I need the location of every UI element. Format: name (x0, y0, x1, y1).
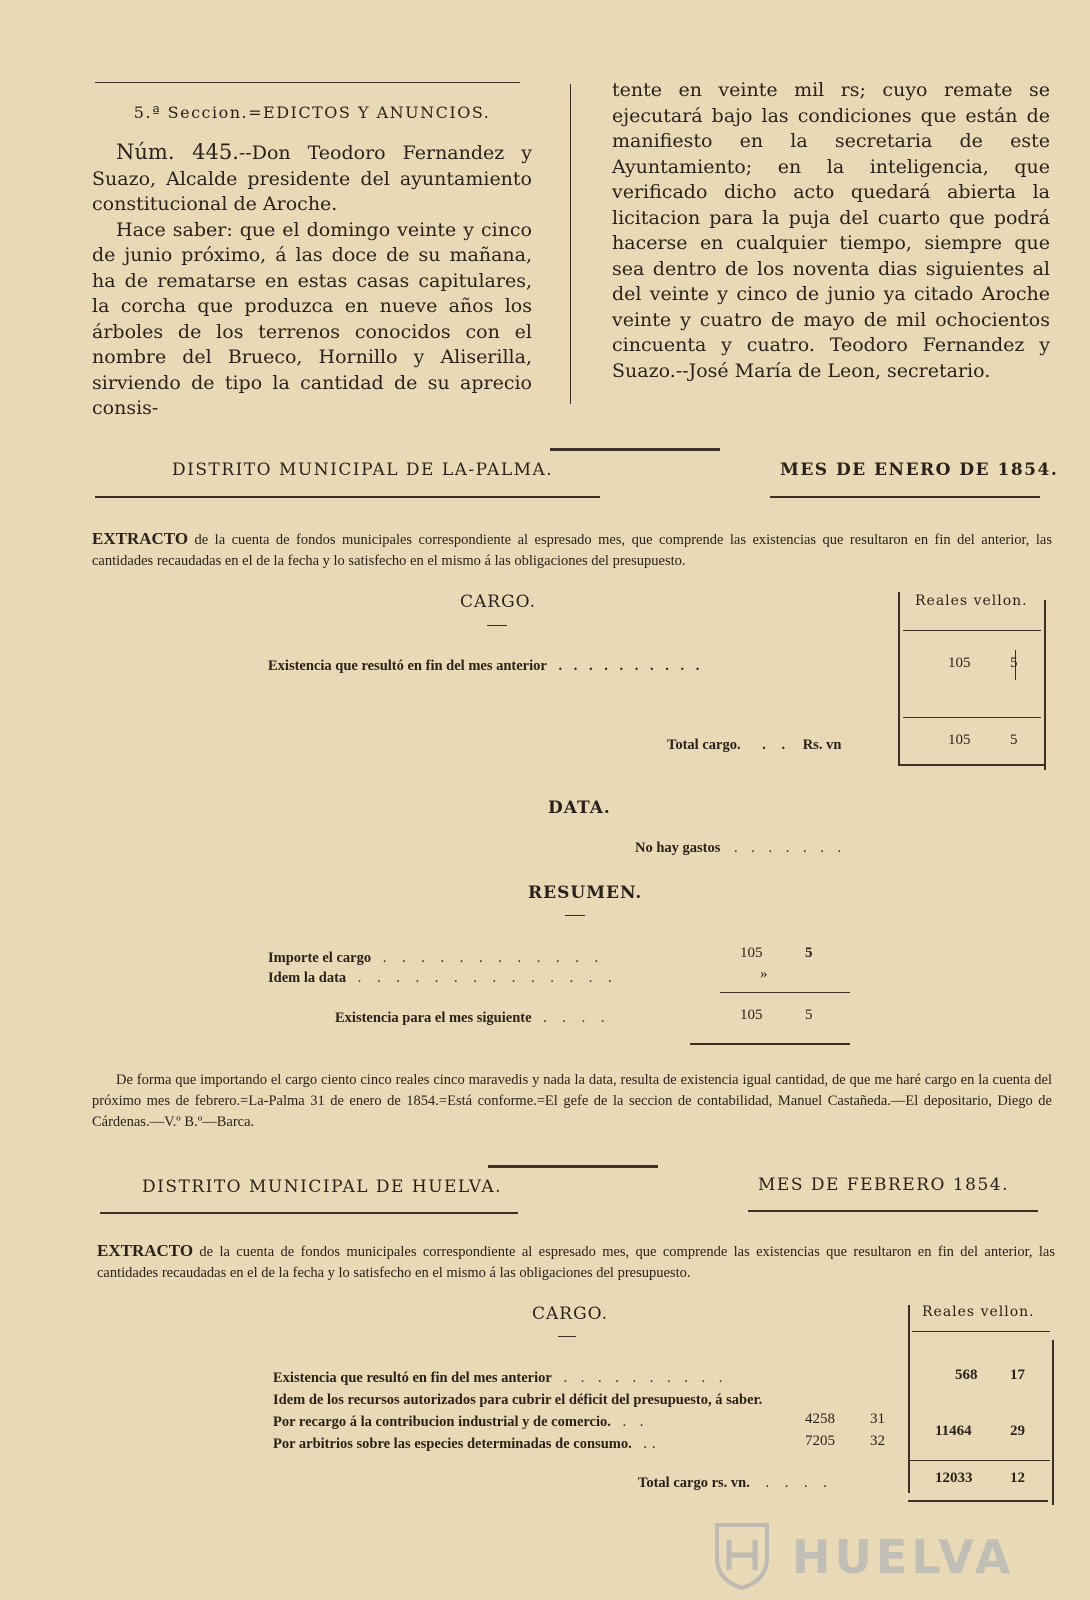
district1-cargo-title: CARGO. (460, 592, 537, 612)
d1-total-unit: Rs. vn (802, 737, 842, 753)
d2-total-value: 12033 (935, 1470, 973, 1486)
d1-importe-row (268, 950, 604, 967)
d1-importe-value: 105 (740, 945, 763, 961)
d2-row3 (273, 1414, 648, 1431)
d1-total-dots: . . (762, 737, 792, 753)
d2-row2 (273, 1392, 762, 1409)
d1-data-title: DATA. (548, 798, 611, 818)
district2-title-rule-right (748, 1210, 1038, 1212)
district2-ornament-rule (488, 1165, 658, 1168)
d1-existencia-sig-cents: 5 (805, 1007, 813, 1023)
d2-sub-value: 11464 (935, 1423, 972, 1439)
d1-total-rule (898, 764, 1044, 766)
d1-existencia-sig-row (335, 1010, 611, 1027)
district1-cargo-underline (487, 625, 507, 626)
d1-total-cents: 5 (1010, 732, 1018, 748)
district1-title: DISTRITO MUNICIPAL DE LA-PALMA. (172, 460, 554, 480)
d2-row2-label: Idem de los recursos autorizados para cubrir el déficit del presupuesto, á saber. (273, 1392, 763, 1408)
d2-total-label: Total cargo rs. vn. (638, 1475, 750, 1491)
district1-title-rule-right (770, 496, 1040, 498)
district1-extract-text: de la cuenta de fondos municipales correspondiente al espresado mes, que comprende las existencias que resultaron en fin del anterior, las cantidades recaudadas en el de la fecha y lo satisfecho en el mismo á las obligaciones del presupuesto. (92, 532, 1052, 569)
d1-subtotal-rule (903, 717, 1041, 718)
column-divider (570, 84, 571, 404)
d2-row4-value: 7205 (805, 1433, 835, 1449)
d2-row3-label: Por recargo á la contribucion industrial y de comercio. (273, 1414, 611, 1430)
district2-extract-text: de la cuenta de fondos municipales correspondiente al espresado mes, que comprende las existencias que resultaron en fin del anterior, las cantidades recaudadas en el de la fecha y lo satisfecho en el mismo á las obligaciones del presupuesto. (97, 1244, 1055, 1281)
d2-row4-cents: 32 (870, 1433, 885, 1449)
d1-resumen-title: RESUMEN. (528, 883, 643, 903)
d1-no-gastos-row (635, 840, 846, 857)
district1-extract-lead: EXTRACTO (92, 529, 189, 548)
d1-no-gastos-label: No hay gastos (635, 840, 721, 856)
d1-table-right (1044, 600, 1046, 770)
d1-existencia-sig-dots: . . . . (543, 1010, 611, 1026)
left-column (92, 103, 532, 422)
d2-row3-value: 4258 (805, 1411, 835, 1427)
d1-idem-row (268, 970, 618, 987)
d2-row1 (273, 1370, 727, 1387)
d2-reales-header: Reales vellon. (922, 1304, 1035, 1320)
district1-ornament-rule (550, 448, 720, 451)
d1-importe-dots: . . . . . . . . . . . . (382, 950, 605, 966)
left-column-top-rule (95, 82, 520, 83)
d1-table-left (898, 592, 900, 764)
d2-total-dots: . . . . (765, 1475, 833, 1491)
d1-total-row (667, 737, 841, 754)
d2-row4 (273, 1436, 661, 1453)
d1-resumen-rule (720, 992, 850, 993)
district1-title-rule-left (95, 496, 600, 498)
d2-row4-dots: .. (643, 1436, 661, 1452)
d2-row1-dots: . . . . . . . . . . (563, 1370, 728, 1386)
d1-no-gastos-dots: . . . . . . . (734, 840, 847, 856)
district2-title: DISTRITO MUNICIPAL DE HUELVA. (142, 1177, 503, 1197)
district2-extract (97, 1240, 1055, 1284)
district2-extract-lead: EXTRACTO (97, 1241, 194, 1260)
d1-closing: De forma que importando el cargo ciento cinco reales cinco maravedis y nada la data, resulta de existencia igual cantidad, de que me haré cargo en la cuenta del próximo mes de febrero.=La-Palma 31 de enero de 1854.=Está conforme.=El gefe de la seccion de contabilidad, Manuel Castañeda.—El depositario, Diego de Cárdenas.—V.º B.º—Barca. (92, 1072, 1052, 1130)
district2-cargo-title: CARGO. (532, 1304, 609, 1324)
d1-total-value: 105 (948, 732, 971, 748)
d1-idem-dots: . . . . . . . . . . . . . . (357, 970, 618, 986)
right-column (612, 78, 1050, 384)
d1-importe-cents: 5 (805, 945, 813, 961)
d2-subtotal-rule (908, 1460, 1050, 1461)
d1-importe-label: Importe el cargo (268, 950, 372, 966)
d1-total-label: Total cargo. (667, 737, 741, 753)
d2-table-left (908, 1305, 910, 1493)
d2-sub-cents: 29 (1010, 1423, 1025, 1439)
d1-header-rule (903, 630, 1041, 631)
d1-resumen-underline (565, 915, 585, 916)
d2-total-rule (908, 1500, 1048, 1502)
d1-existencia-value: 105 (948, 655, 971, 671)
d1-existencia-sig-value: 105 (740, 1007, 763, 1023)
d2-row4-label: Por arbitrios sobre las especies determinadas de consumo. (273, 1436, 632, 1452)
d2-row1-value: 568 (955, 1367, 978, 1383)
watermark-text: HUELVA (792, 1530, 1015, 1584)
district2-title-rule-left (100, 1212, 518, 1214)
district1-month: MES DE ENERO DE 1854. (780, 460, 1059, 480)
edict-intro: --Don Teodoro Fernandez y Suazo, Alcalde presidente del ayuntamiento constitucional de Aroche. (92, 142, 533, 215)
edict-text (92, 140, 532, 422)
watermark-shield-icon (712, 1520, 772, 1590)
d2-table-right (1052, 1340, 1054, 1505)
district2-cargo-underline (558, 1336, 576, 1337)
d2-total-cents: 12 (1010, 1470, 1025, 1486)
d1-idem-label: Idem la data (268, 970, 347, 986)
section-heading: 5.ª Seccion.=EDICTOS Y ANUNCIOS. (133, 103, 491, 122)
d1-existencia-row (268, 658, 703, 675)
d1-idem-value: » (760, 966, 768, 982)
edict-number: Núm. 445. (116, 140, 239, 164)
d1-final-rule (690, 1043, 850, 1045)
d2-row3-cents: 31 (870, 1411, 885, 1427)
d1-existencia-sig-label: Existencia para el mes siguiente (335, 1010, 532, 1026)
d2-header-rule (912, 1331, 1050, 1332)
district2-month: MES DE FEBRERO 1854. (758, 1175, 1010, 1195)
d1-existencia-cents: 5 (1010, 655, 1018, 671)
right-column-text: tente en veinte mil rs; cuyo remate se ejecutará bajo las condiciones que están de manifiesto en la secretaria de este Ayuntamiento; en la inteligencia, que verificado dicho acto quedará abierta la licitacion para la puja del cuarto que podrá hacerse en cualquier tiempo, siempre que sea dentro de los noventa dias siguientes al del veinte y cinco de junio ya citado Aroche veinte y cuatro de mayo de mil ochocientos cincuenta y cuatro. Teodoro Fernandez y Suazo.--José María de Leon, secretario. (612, 79, 1050, 382)
d1-existencia-label: Existencia que resultó en fin del mes anterior (268, 658, 547, 674)
district1-extract (92, 528, 1052, 572)
d2-row3-dots: . . (622, 1414, 649, 1430)
d1-existencia-dots: . . . . . . . . . . (558, 658, 704, 674)
edict-body: Hace saber: que el domingo veinte y cinco de junio próximo, á las doce de su mañana, ha de rematarse en estas casas capitulares, la corcha que produzca en nueve años los árboles de los terrenos conocidos con el nombre del Brueco, Hornillo y Aliserilla, sirviendo de tipo la cantidad de su aprecio consis- (92, 218, 532, 419)
d1-reales-header: Reales vellon. (915, 593, 1028, 609)
d2-total-row (638, 1475, 833, 1492)
d2-row1-label: Existencia que resultó en fin del mes anterior (273, 1370, 552, 1386)
d2-row1-cents: 17 (1010, 1367, 1025, 1383)
